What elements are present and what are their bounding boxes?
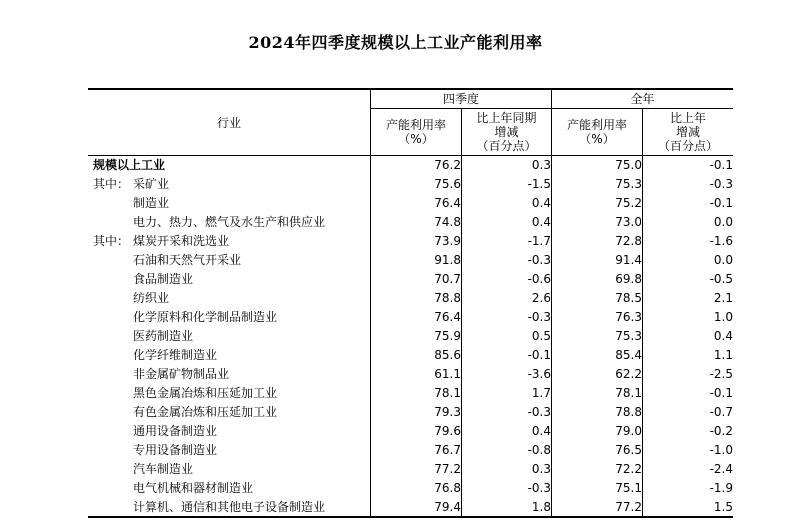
industry-cell (88, 460, 371, 479)
q4-change-cell: -1.5 (462, 175, 552, 194)
industry-name: 食品制造业 (133, 272, 194, 286)
header-year-rate (552, 109, 643, 156)
industry-name: 医药制造业 (133, 329, 194, 343)
table-row (88, 479, 733, 498)
industry-cell (88, 422, 371, 441)
header-line: （百分点） (476, 139, 537, 153)
year-change-cell: -0.7 (643, 403, 734, 422)
capacity-utilization-table (88, 88, 733, 518)
year-rate-cell: 75.2 (552, 194, 643, 213)
industry-cell (88, 308, 371, 327)
table-row (88, 213, 733, 232)
year-change-cell: -0.3 (643, 175, 734, 194)
industry-cell (88, 479, 371, 498)
q4-rate-cell: 73.9 (371, 232, 462, 251)
q4-change-cell: -0.3 (462, 403, 552, 422)
year-rate-cell: 73.0 (552, 213, 643, 232)
industry-prefix: 其中： (93, 177, 130, 191)
industry-name: 规模以上工业 (93, 158, 166, 173)
industry-cell (88, 346, 371, 365)
year-rate-cell: 78.8 (552, 403, 643, 422)
table-row (88, 308, 733, 327)
table-row (88, 232, 733, 251)
industry-cell (88, 365, 371, 384)
q4-change-cell: -0.6 (462, 270, 552, 289)
table-row (88, 327, 733, 346)
header-line: 增减 (494, 125, 519, 139)
year-rate-cell: 75.1 (552, 479, 643, 498)
year-change-cell: -2.5 (643, 365, 734, 384)
year-rate-cell: 69.8 (552, 270, 643, 289)
year-rate-cell: 72.8 (552, 232, 643, 251)
table-row (88, 289, 733, 308)
q4-change-cell: -0.8 (462, 441, 552, 460)
year-change-cell: 1.1 (643, 346, 734, 365)
year-rate-cell: 85.4 (552, 346, 643, 365)
industry-cell (88, 270, 371, 289)
q4-rate-cell: 79.4 (371, 498, 462, 517)
year-change-cell: 0.0 (643, 213, 734, 232)
year-rate-cell: 75.3 (552, 175, 643, 194)
q4-rate-cell: 75.9 (371, 327, 462, 346)
year-rate-cell: 79.0 (552, 422, 643, 441)
year-rate-cell: 75.0 (552, 156, 643, 175)
q4-rate-cell: 77.2 (371, 460, 462, 479)
header-q4-change (462, 109, 552, 156)
year-change-cell: -1.0 (643, 441, 734, 460)
industry-cell (88, 156, 371, 175)
header-line: 增减 (675, 125, 700, 139)
q4-rate-cell: 79.3 (371, 403, 462, 422)
q4-rate-cell: 74.8 (371, 213, 462, 232)
table-row (88, 460, 733, 479)
year-change-cell: -0.2 (643, 422, 734, 441)
table-row (88, 175, 733, 194)
industry-cell (88, 213, 371, 232)
table-row (88, 422, 733, 441)
q4-rate-cell: 76.2 (371, 156, 462, 175)
year-rate-cell: 62.2 (552, 365, 643, 384)
header-line: 比上年 (669, 111, 706, 125)
industry-name: 汽车制造业 (133, 462, 194, 476)
q4-rate-cell: 76.8 (371, 479, 462, 498)
table-row (88, 346, 733, 365)
industry-cell (88, 194, 371, 213)
industry-cell (88, 251, 371, 270)
q4-rate-cell: 70.7 (371, 270, 462, 289)
industry-cell (88, 403, 371, 422)
q4-change-cell: 1.7 (462, 384, 552, 403)
q4-change-cell: 0.3 (462, 460, 552, 479)
header-line: 产能利用率 (385, 118, 446, 132)
q4-change-cell: 0.4 (462, 213, 552, 232)
q4-rate-cell: 79.6 (371, 422, 462, 441)
q4-rate-cell: 76.4 (371, 194, 462, 213)
q4-change-cell: -1.7 (462, 232, 552, 251)
year-rate-cell: 91.4 (552, 251, 643, 270)
industry-name: 黑色金属冶炼和压延加工业 (133, 386, 278, 400)
q4-change-cell: 0.4 (462, 422, 552, 441)
q4-rate-cell: 75.6 (371, 175, 462, 194)
year-rate-cell: 76.5 (552, 441, 643, 460)
industry-cell (88, 232, 371, 251)
q4-change-cell: -3.6 (462, 365, 552, 384)
page-title: 2024年四季度规模以上工业产能利用率 (248, 33, 543, 52)
q4-change-cell: 0.3 (462, 156, 552, 175)
q4-change-cell: -0.3 (462, 479, 552, 498)
table-header-row (88, 89, 733, 109)
industry-name: 石油和天然气开采业 (133, 253, 242, 267)
year-change-cell: 1.5 (643, 498, 734, 517)
table-row (88, 384, 733, 403)
year-change-cell: 0.0 (643, 251, 734, 270)
industry-name: 化学纤维制造业 (133, 348, 218, 362)
industry-name: 煤炭开采和洗选业 (133, 234, 230, 248)
table-row (88, 194, 733, 213)
industry-name: 电气机械和器材制造业 (133, 481, 254, 495)
year-change-cell: -0.1 (643, 194, 734, 213)
q4-change-cell: -0.3 (462, 251, 552, 270)
year-rate-cell: 75.3 (552, 327, 643, 346)
table-row (88, 441, 733, 460)
industry-name: 专用设备制造业 (133, 443, 218, 457)
q4-change-cell: -0.1 (462, 346, 552, 365)
table-row (88, 156, 733, 175)
industry-name: 非金属矿物制品业 (133, 367, 230, 381)
year-change-cell: -0.5 (643, 270, 734, 289)
q4-rate-cell: 76.7 (371, 441, 462, 460)
industry-name: 通用设备制造业 (133, 424, 218, 438)
q4-change-cell: 1.8 (462, 498, 552, 517)
q4-change-cell: 0.4 (462, 194, 552, 213)
year-rate-cell: 77.2 (552, 498, 643, 517)
year-change-cell: -0.1 (643, 384, 734, 403)
table-row (88, 365, 733, 384)
q4-rate-cell: 78.1 (371, 384, 462, 403)
q4-rate-cell: 78.8 (371, 289, 462, 308)
industry-cell (88, 384, 371, 403)
industry-name: 化学原料和化学制品制造业 (133, 310, 278, 324)
year-change-cell: -1.9 (643, 479, 734, 498)
q4-change-cell: 0.5 (462, 327, 552, 346)
header-q4-rate (371, 109, 462, 156)
industry-cell (88, 289, 371, 308)
industry-name: 电力、热力、燃气及水生产和供应业 (133, 215, 326, 229)
industry-name: 纺织业 (133, 291, 170, 305)
header-line: （%） (398, 132, 434, 146)
year-change-cell: 0.4 (643, 327, 734, 346)
year-rate-cell: 78.1 (552, 384, 643, 403)
year-rate-cell: 76.3 (552, 308, 643, 327)
table-row (88, 403, 733, 422)
industry-name: 有色金属冶炼和压延加工业 (133, 405, 278, 419)
header-q4: 四季度 (371, 89, 552, 109)
table-row (88, 251, 733, 270)
q4-rate-cell: 61.1 (371, 365, 462, 384)
q4-rate-cell: 76.4 (371, 308, 462, 327)
header-line: （百分点） (657, 139, 718, 153)
header-full-year: 全年 (552, 89, 734, 109)
industry-cell (88, 441, 371, 460)
header-line: 产能利用率 (566, 118, 627, 132)
table-row (88, 498, 733, 517)
year-change-cell: 2.1 (643, 289, 734, 308)
industry-cell (88, 175, 371, 194)
year-change-cell: -0.1 (643, 156, 734, 175)
industry-name: 计算机、通信和其他电子设备制造业 (133, 499, 326, 514)
header-line: （%） (579, 132, 615, 146)
industry-cell (88, 498, 371, 517)
table-row (88, 270, 733, 289)
year-change-cell: -2.4 (643, 460, 734, 479)
industry-name: 采矿业 (133, 177, 170, 191)
header-year-change (643, 109, 734, 156)
year-rate-cell: 78.5 (552, 289, 643, 308)
header-line: 比上年同期 (476, 111, 537, 125)
year-change-cell: 1.0 (643, 308, 734, 327)
q4-rate-cell: 85.6 (371, 346, 462, 365)
industry-name: 制造业 (133, 196, 170, 210)
industry-prefix: 其中： (93, 234, 130, 248)
year-change-cell: -1.6 (643, 232, 734, 251)
table-body (88, 156, 733, 517)
q4-rate-cell: 91.8 (371, 251, 462, 270)
q4-change-cell: -0.3 (462, 308, 552, 327)
q4-change-cell: 2.6 (462, 289, 552, 308)
header-industry: 行业 (88, 89, 371, 156)
industry-cell (88, 327, 371, 346)
year-rate-cell: 72.2 (552, 460, 643, 479)
